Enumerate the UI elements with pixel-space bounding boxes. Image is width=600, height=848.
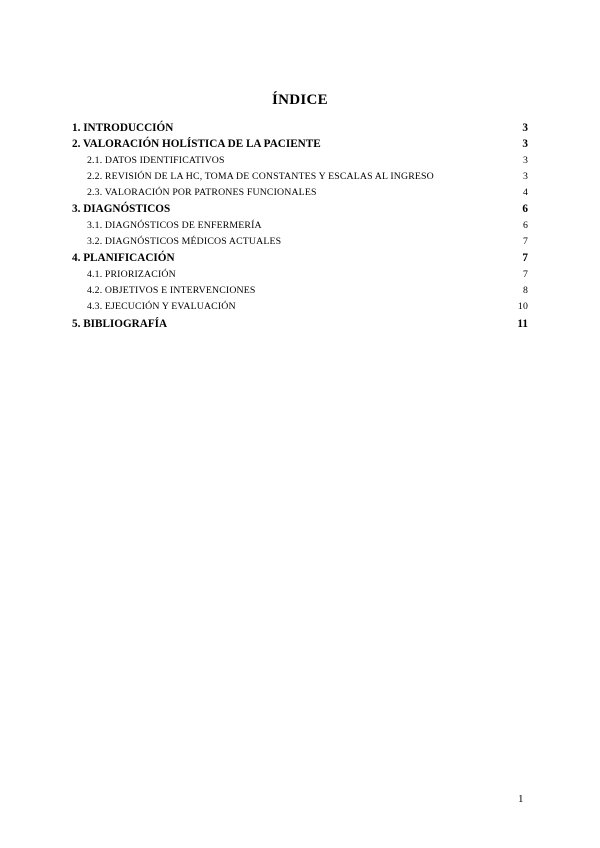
toc-entry-label: 4.3. EJECUCIÓN Y EVALUACIÓN bbox=[87, 301, 236, 313]
toc-entry-bibliografia[interactable] bbox=[72, 316, 528, 332]
toc-entry-diagnosticos-medicos[interactable] bbox=[72, 234, 528, 250]
toc-entry-label: 2.1. DATOS IDENTIFICATIVOS bbox=[87, 154, 225, 166]
toc-entry-introduccion[interactable] bbox=[72, 120, 528, 136]
toc-entry-label: 5. BIBLIOGRAFÍA bbox=[72, 317, 168, 330]
toc-entry-page: 6 bbox=[522, 203, 528, 216]
toc-entry-page: 10 bbox=[517, 301, 528, 313]
toc-entry-page: 7 bbox=[522, 236, 528, 248]
toc-entry-page: 6 bbox=[522, 219, 528, 231]
toc-entry-label: 2. VALORACIÓN HOLÍSTICA DE LA PACIENTE bbox=[72, 138, 321, 151]
toc-entry-label: 3.1. DIAGNÓSTICOS DE ENFERMERÍA bbox=[87, 219, 262, 231]
toc-entry-diagnosticos-enfermeria[interactable] bbox=[72, 218, 528, 234]
toc-entry-objetivos-intervenciones[interactable] bbox=[72, 283, 528, 299]
toc-entry-page: 4 bbox=[522, 187, 528, 199]
toc-entry-page: 8 bbox=[522, 284, 528, 296]
toc-entry-page: 7 bbox=[522, 268, 528, 280]
toc-entry-label: 3.2. DIAGNÓSTICOS MÉDICOS ACTUALES bbox=[87, 236, 282, 248]
toc-entry-label: 4.1. PRIORIZACIÓN bbox=[87, 268, 176, 280]
toc-entry-page: 3 bbox=[522, 138, 528, 151]
toc-entry-valoracion-patrones[interactable] bbox=[72, 185, 528, 201]
toc-entry-page: 3 bbox=[522, 122, 528, 134]
toc-entry-planificacion[interactable] bbox=[72, 250, 528, 266]
toc-entry-revision-hc[interactable] bbox=[72, 169, 528, 185]
toc-entry-label: 2.3. VALORACIÓN POR PATRONES FUNCIONALES bbox=[87, 187, 317, 199]
table-of-contents bbox=[72, 120, 528, 332]
toc-entry-label: 4.2. OBJETIVOS E INTERVENCIONES bbox=[87, 284, 256, 296]
toc-entry-page: 3 bbox=[522, 170, 528, 182]
toc-entry-valoracion-holistica[interactable] bbox=[72, 136, 528, 152]
toc-entry-datos-identificativos[interactable] bbox=[72, 153, 528, 169]
toc-entry-diagnosticos[interactable] bbox=[72, 201, 528, 217]
toc-entry-page: 7 bbox=[522, 252, 528, 265]
toc-entry-label: 1. INTRODUCCIÓN bbox=[72, 122, 174, 134]
toc-entry-priorizacion[interactable] bbox=[72, 267, 528, 283]
toc-entry-page: 11 bbox=[517, 317, 528, 330]
toc-entry-label: 4. PLANIFICACIÓN bbox=[72, 252, 175, 265]
toc-entry-ejecucion-evaluacion[interactable] bbox=[72, 299, 528, 315]
toc-entry-label: 2.2. REVISIÓN DE LA HC, TOMA DE CONSTANTES Y ESCALAS AL INGRESO bbox=[87, 170, 434, 182]
page-number: 1 bbox=[518, 793, 524, 805]
toc-entry-label: 3. DIAGNÓSTICOS bbox=[72, 203, 171, 216]
toc-entry-page: 3 bbox=[522, 154, 528, 166]
toc-title: ÍNDICE bbox=[272, 92, 328, 108]
